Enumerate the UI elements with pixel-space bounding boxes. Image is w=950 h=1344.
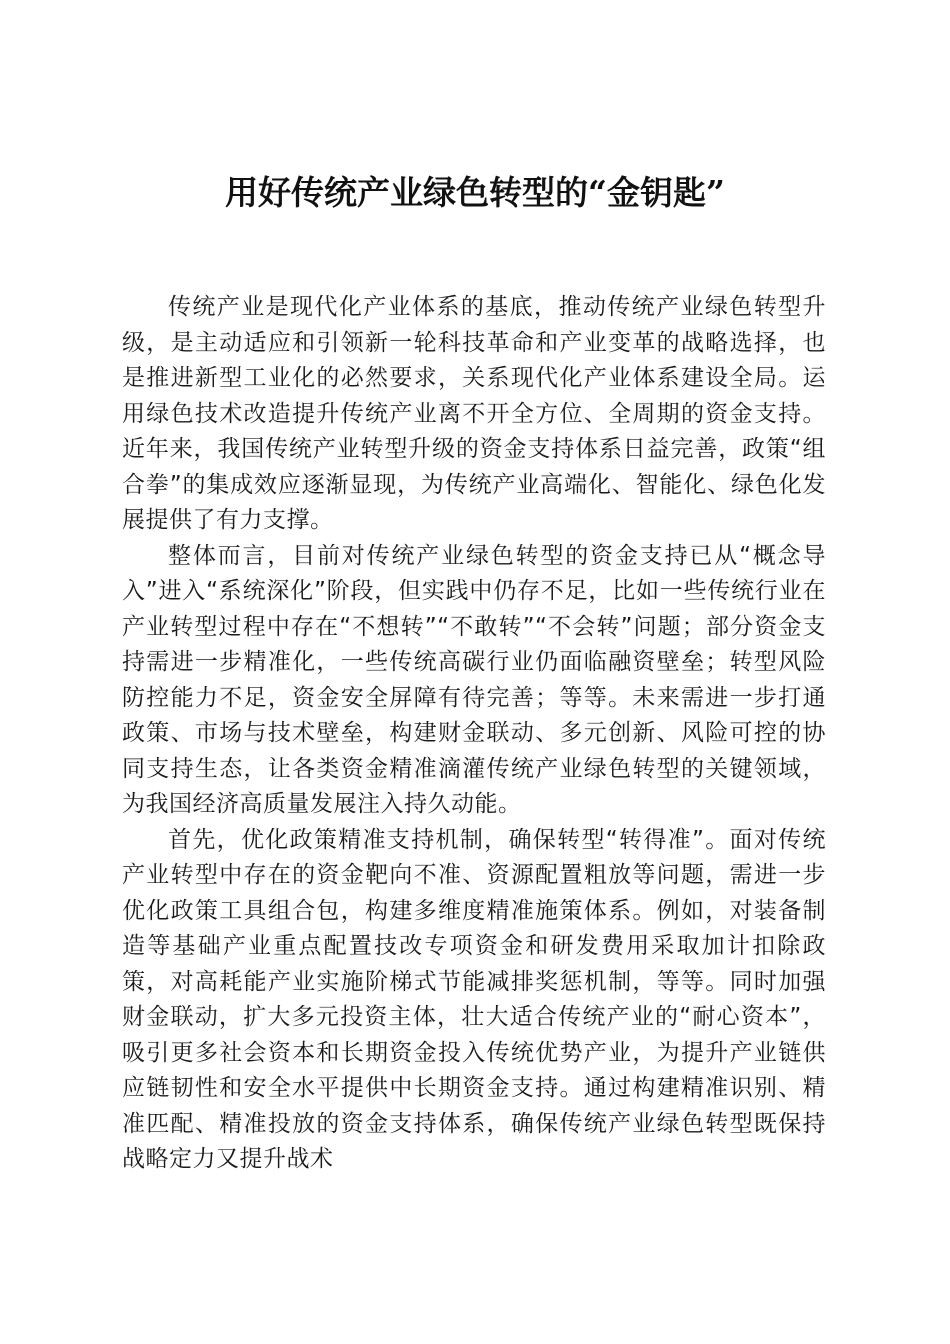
- paragraph-3: 首先，优化政策精准支持机制，确保转型“转得准”。面对传统产业转型中存在的资金靶向不准、资源配置粗放等问题，需进一步优化政策工具组合包，构建多维度精准施策体系。例如，对装备制造等基础产业重点配置技改专项资金和研发费用采取加计扣除政策，对高耗能产业实施阶梯式节能减排奖惩机制，等等。同时加强财金联动，扩大多元投资主体，壮大适合传统产业的“耐心资本”，吸引更多社会资本和长期资金投入传统优势产业，为提升产业链供应链韧性和安全水平提供中长期资金支持。通过构建精准识别、精准匹配、精准投放的资金支持体系，确保传统产业绿色转型既保持战略定力又提升战术: [122, 826, 826, 1172]
- paragraph-2: 整体而言，目前对传统产业绿色转型的资金支持已从“概念导入”进入“系统深化”阶段，但实践中仍存不足，比如一些传统行业在产业转型过程中存在“不想转”“不敢转”“不会转”问题；部分资金支持需进一步精准化，一些传统高碳行业仍面临融资壁垒；转型风险防控能力不足，资金安全屏障有待完善；等等。未来需进一步打通政策、市场与技术壁垒，构建财金联动、多元创新、风险可控的协同支持生态，让各类资金精准滴灌传统产业绿色转型的关键领域，为我国经济高质量发展注入持久动能。: [122, 542, 826, 817]
- paragraph-1: 传统产业是现代化产业体系的基底，推动传统产业绿色转型升级，是主动适应和引领新一轮科技革命和产业变革的战略选择，也是推进新型工业化的必然要求，关系现代化产业体系建设全局。运用绿色技术改造提升传统产业离不开全方位、全周期的资金支持。近年来，我国传统产业转型升级的资金支持体系日益完善，政策“组合拳”的集成效应逐渐显现，为传统产业高端化、智能化、绿色化发展提供了有力支撑。: [122, 294, 826, 533]
- document-body: [122, 290, 826, 1178]
- document-title: 用好传统产业绿色转型的“金钥匙”: [225, 173, 725, 212]
